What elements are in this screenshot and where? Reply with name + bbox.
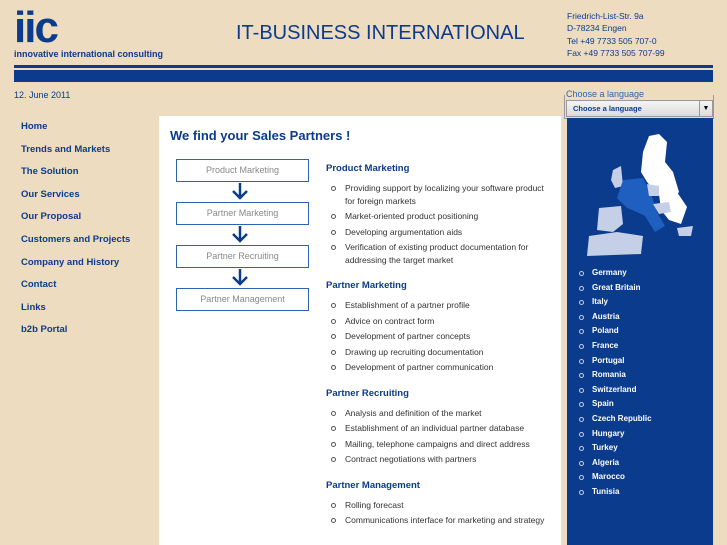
- europe-map[interactable]: [587, 132, 697, 262]
- country-portugal[interactable]: Portugal: [579, 356, 652, 371]
- page-title: We find your Sales Partners !: [170, 128, 351, 143]
- country-italy[interactable]: Italy: [579, 297, 652, 312]
- list-item: Establishment of a partner profile: [326, 299, 556, 312]
- section-partner-recruiting: [326, 388, 556, 466]
- section-partner-marketing: [326, 280, 556, 374]
- flow-step-product-marketing: Product Marketing: [176, 159, 309, 182]
- nav-b2b-portal[interactable]: b2b Portal: [21, 324, 68, 336]
- service-sections: [326, 163, 556, 541]
- country-france[interactable]: France: [579, 341, 652, 356]
- country-spain[interactable]: Spain: [579, 399, 652, 414]
- list-item: Establishment of an individual partner database: [326, 422, 556, 435]
- country-sidebar: [567, 118, 713, 545]
- country-germany[interactable]: Germany: [579, 268, 652, 283]
- list-item: Development of partner concepts: [326, 330, 556, 343]
- country-romania[interactable]: Romania: [579, 370, 652, 385]
- nav-the-solution[interactable]: The Solution: [21, 166, 79, 178]
- language-select-value: Choose a language: [573, 104, 642, 113]
- section-product-marketing: [326, 163, 556, 266]
- section-title: Partner Recruiting: [326, 387, 409, 399]
- address-street: Friedrich-List-Str. 9a: [567, 11, 644, 21]
- list-item: Development of partner communication: [326, 361, 556, 374]
- chevron-down-icon[interactable]: ▼: [699, 101, 712, 116]
- list-item: Rolling forecast: [326, 499, 556, 512]
- flow-step-partner-recruiting: Partner Recruiting: [176, 245, 309, 268]
- arrow-down-icon: [231, 268, 249, 286]
- country-list: [579, 268, 652, 502]
- list-item: Verification of existing product documentation for addressing the target market: [326, 241, 556, 266]
- nav-links[interactable]: Links: [21, 301, 46, 313]
- nav-trends-and-markets[interactable]: Trends and Markets: [21, 143, 111, 155]
- country-marocco[interactable]: Marocco: [579, 472, 652, 487]
- address-block: [567, 10, 665, 59]
- list-item: Drawing up recruiting documentation: [326, 346, 556, 359]
- country-turkey[interactable]: Turkey: [579, 443, 652, 458]
- language-legend: Choose a language: [566, 89, 645, 99]
- list-item: Market-oriented product positioning: [326, 210, 556, 223]
- nav-our-proposal[interactable]: Our Proposal: [21, 211, 82, 223]
- list-item: Contract negotiations with partners: [326, 453, 556, 466]
- nav-contact[interactable]: Contact: [21, 279, 57, 291]
- list-item: Analysis and definition of the market: [326, 407, 556, 420]
- language-select[interactable]: [566, 100, 713, 117]
- country-poland[interactable]: Poland: [579, 326, 652, 341]
- address-phone: Tel +49 7733 505 707-0: [567, 35, 657, 46]
- section-title: Partner Management: [326, 479, 420, 491]
- flow-step-partner-management: Partner Management: [176, 288, 309, 311]
- arrow-down-icon: [231, 182, 249, 200]
- current-date: 12. June 2011: [14, 90, 71, 100]
- address-city: D-78234 Engen: [567, 23, 627, 34]
- header-divider: [14, 65, 713, 68]
- nav-our-services[interactable]: Our Services: [21, 188, 80, 200]
- list-item: Mailing, telephone campaigns and direct address: [326, 438, 556, 451]
- country-algeria[interactable]: Algeria: [579, 458, 652, 473]
- country-hungary[interactable]: Hungary: [579, 429, 652, 444]
- list-item: Advice on contract form: [326, 315, 556, 328]
- section-partner-management: [326, 480, 556, 527]
- section-title: Product Marketing: [326, 163, 410, 174]
- list-item: Providing support by localizing your software product for foreign markets: [326, 182, 556, 207]
- nav-customers-and-projects[interactable]: Customers and Projects: [21, 233, 131, 245]
- logo[interactable]: iic: [14, 3, 57, 52]
- country-tunisia[interactable]: Tunisia: [579, 487, 652, 502]
- country-austria[interactable]: Austria: [579, 312, 652, 327]
- list-item: Developing argumentation aids: [326, 226, 556, 239]
- address-fax: Fax +49 7733 505 707-99: [567, 47, 665, 58]
- country-great-britain[interactable]: Great Britain: [579, 283, 652, 298]
- flow-step-partner-marketing: Partner Marketing: [176, 202, 309, 225]
- country-czech-republic[interactable]: Czech Republic: [579, 414, 652, 429]
- header-bar: [14, 70, 713, 82]
- nav-company-and-history[interactable]: Company and History: [21, 256, 120, 268]
- section-title: Partner Marketing: [326, 280, 407, 291]
- nav-home[interactable]: Home: [21, 121, 48, 132]
- logo-tagline: innovative international consulting: [14, 49, 164, 59]
- site-title: IT-BUSINESS INTERNATIONAL: [236, 22, 525, 44]
- arrow-down-icon: [231, 225, 249, 243]
- main-nav: [21, 120, 130, 346]
- country-switzerland[interactable]: Switzerland: [579, 385, 652, 400]
- list-item: Communications interface for marketing and strategy: [326, 514, 556, 527]
